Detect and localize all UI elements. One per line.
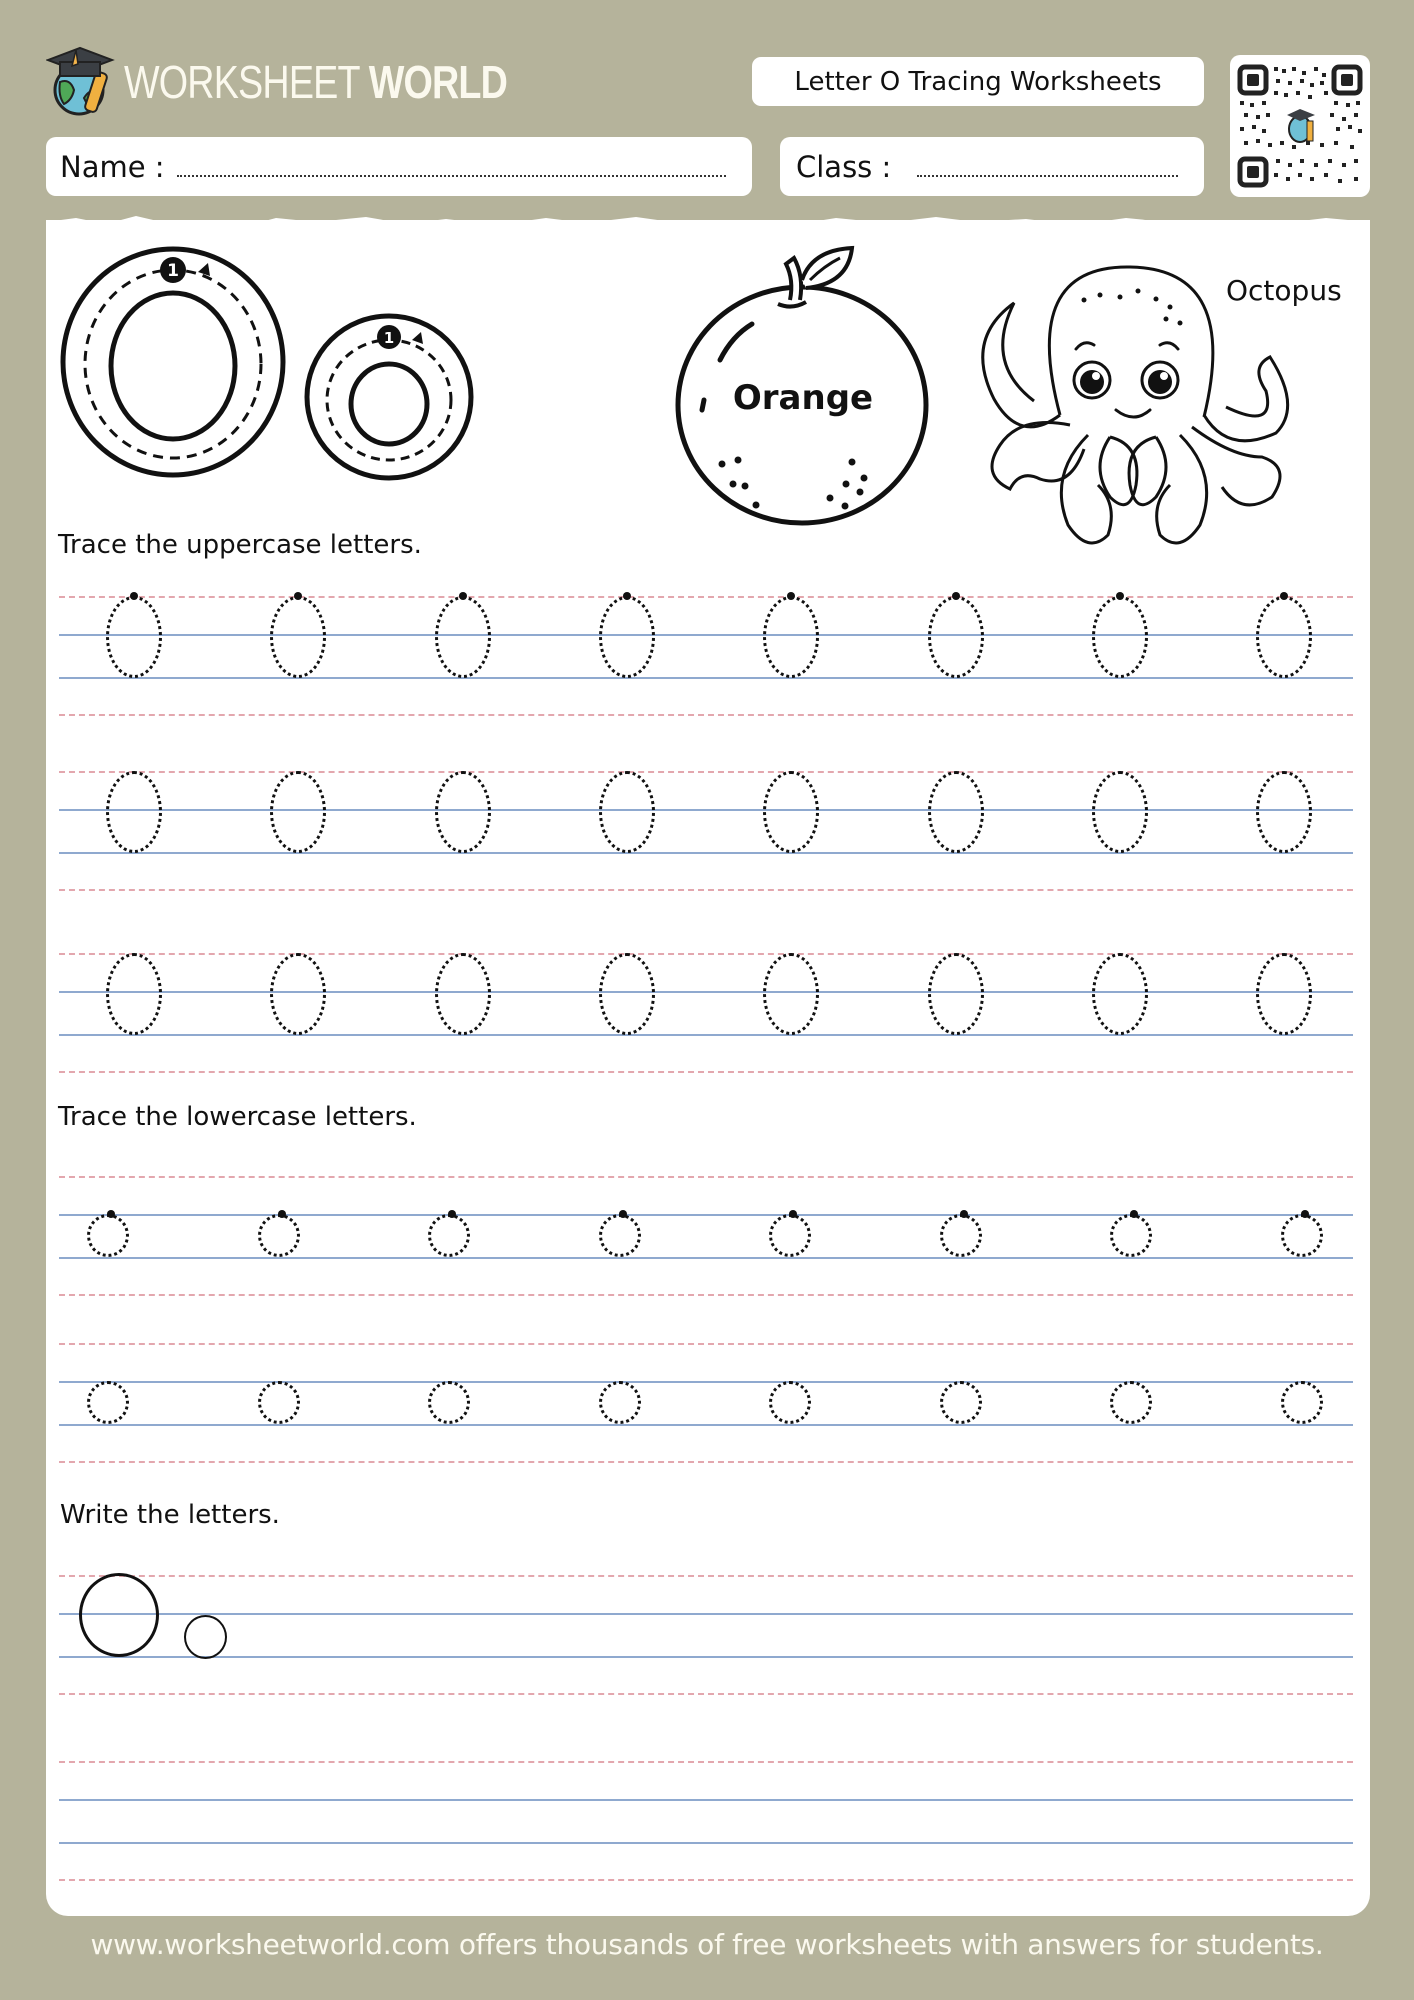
trace-uppercase-o xyxy=(1256,953,1312,1035)
trace-uppercase-o xyxy=(1256,771,1312,853)
svg-text:1: 1 xyxy=(383,329,395,347)
start-point-dot xyxy=(789,1210,797,1218)
guide-line-solid xyxy=(59,634,1353,636)
trace-lowercase-o xyxy=(940,1214,982,1257)
guide-line-dashed xyxy=(59,1294,1353,1296)
brand-light: WORKSHEET xyxy=(124,56,360,108)
footer-text: www.worksheetworld.com offers thousands of free worksheets with answers for students. xyxy=(90,1928,1324,1961)
trace-lowercase-o xyxy=(1110,1381,1152,1424)
trace-uppercase-o xyxy=(435,596,491,678)
worksheet-title: Letter O Tracing Worksheets xyxy=(752,57,1204,106)
trace-lowercase-o xyxy=(87,1214,129,1257)
uppercase-section-title: Trace the uppercase letters. xyxy=(58,530,422,560)
trace-lowercase-o xyxy=(940,1381,982,1424)
trace-lowercase-o xyxy=(1281,1214,1323,1257)
guide-line-solid xyxy=(59,1214,1353,1216)
trace-uppercase-o xyxy=(1092,596,1148,678)
trace-lowercase-o xyxy=(599,1214,641,1257)
guide-line-dashed xyxy=(59,1343,1353,1345)
trace-lowercase-o xyxy=(1110,1214,1152,1257)
guide-line-solid xyxy=(59,1656,1353,1658)
example-uppercase-o xyxy=(79,1573,159,1657)
class-label: Class : xyxy=(796,149,892,184)
trace-lowercase-o xyxy=(428,1381,470,1424)
example-lowercase-o xyxy=(184,1615,227,1659)
trace-uppercase-o xyxy=(435,953,491,1035)
trace-lowercase-o xyxy=(258,1214,300,1257)
start-point-dot xyxy=(623,592,631,600)
guide-line-solid xyxy=(59,1424,1353,1426)
start-point-dot xyxy=(130,592,138,600)
svg-text:1: 1 xyxy=(167,261,179,281)
orange-label: Orange xyxy=(732,378,874,418)
guide-line-dashed xyxy=(59,953,1353,955)
trace-uppercase-o xyxy=(928,953,984,1035)
start-point-dot xyxy=(1116,592,1124,600)
write-section-title: Write the letters. xyxy=(60,1500,280,1530)
guide-line-dashed xyxy=(59,1461,1353,1463)
guide-line-dashed xyxy=(59,771,1353,773)
trace-uppercase-o xyxy=(599,953,655,1035)
start-point-dot xyxy=(619,1210,627,1218)
guide-line-solid xyxy=(59,809,1353,811)
start-point-dot xyxy=(960,1210,968,1218)
trace-uppercase-o xyxy=(599,596,655,678)
trace-uppercase-o xyxy=(1092,771,1148,853)
guide-line-solid xyxy=(59,677,1353,679)
trace-uppercase-o xyxy=(106,771,162,853)
guide-line-solid xyxy=(59,991,1353,993)
guide-line-solid xyxy=(59,1381,1353,1383)
qr-code-icon[interactable] xyxy=(1230,55,1370,197)
octopus-label: Octopus xyxy=(1226,274,1342,307)
graduation-globe-pencil-icon xyxy=(46,42,116,118)
name-label: Name : xyxy=(60,149,165,184)
guide-line-solid xyxy=(59,1257,1353,1259)
guide-line-dashed xyxy=(59,1575,1353,1577)
trace-uppercase-o xyxy=(928,596,984,678)
guide-line-solid xyxy=(59,1034,1353,1036)
trace-uppercase-o xyxy=(106,596,162,678)
start-point-dot xyxy=(107,1210,115,1218)
lowercase-section-title: Trace the lowercase letters. xyxy=(58,1102,417,1132)
trace-uppercase-o xyxy=(270,771,326,853)
start-point-dot xyxy=(448,1210,456,1218)
trace-uppercase-o xyxy=(763,596,819,678)
start-point-dot xyxy=(1301,1210,1309,1218)
trace-uppercase-o xyxy=(1092,953,1148,1035)
letter-o-stroke-guide xyxy=(56,240,476,485)
trace-lowercase-o xyxy=(769,1214,811,1257)
trace-uppercase-o xyxy=(435,771,491,853)
guide-line-dashed xyxy=(59,1176,1353,1178)
torn-paper-edge xyxy=(46,214,1370,236)
octopus-icon xyxy=(980,265,1300,565)
guide-line-solid xyxy=(59,1613,1353,1615)
trace-uppercase-o xyxy=(928,771,984,853)
guide-line-dashed xyxy=(59,714,1353,716)
trace-uppercase-o xyxy=(270,953,326,1035)
guide-line-dashed xyxy=(59,1879,1353,1881)
guide-line-dashed xyxy=(59,1761,1353,1763)
class-field[interactable] xyxy=(780,137,1204,196)
guide-line-solid xyxy=(59,852,1353,854)
trace-lowercase-o xyxy=(1281,1381,1323,1424)
start-point-dot xyxy=(952,592,960,600)
trace-lowercase-o xyxy=(599,1381,641,1424)
trace-uppercase-o xyxy=(599,771,655,853)
class-input-line[interactable] xyxy=(917,175,1178,177)
start-point-dot xyxy=(1130,1210,1138,1218)
trace-uppercase-o xyxy=(106,953,162,1035)
guide-line-dashed xyxy=(59,596,1353,598)
trace-lowercase-o xyxy=(258,1381,300,1424)
name-field[interactable] xyxy=(46,137,752,196)
trace-uppercase-o xyxy=(270,596,326,678)
brand-logo-text xyxy=(124,56,507,108)
start-point-dot xyxy=(278,1210,286,1218)
guide-line-dashed xyxy=(59,1693,1353,1695)
guide-line-dashed xyxy=(59,889,1353,891)
trace-uppercase-o xyxy=(763,953,819,1035)
brand-bold: WORLD xyxy=(368,56,508,108)
guide-line-dashed xyxy=(59,1071,1353,1073)
guide-line-solid xyxy=(59,1842,1353,1844)
trace-lowercase-o xyxy=(428,1214,470,1257)
trace-lowercase-o xyxy=(87,1381,129,1424)
guide-line-solid xyxy=(59,1799,1353,1801)
trace-lowercase-o xyxy=(769,1381,811,1424)
trace-uppercase-o xyxy=(1256,596,1312,678)
trace-uppercase-o xyxy=(763,771,819,853)
name-input-line[interactable] xyxy=(177,175,726,177)
start-point-dot xyxy=(459,592,467,600)
